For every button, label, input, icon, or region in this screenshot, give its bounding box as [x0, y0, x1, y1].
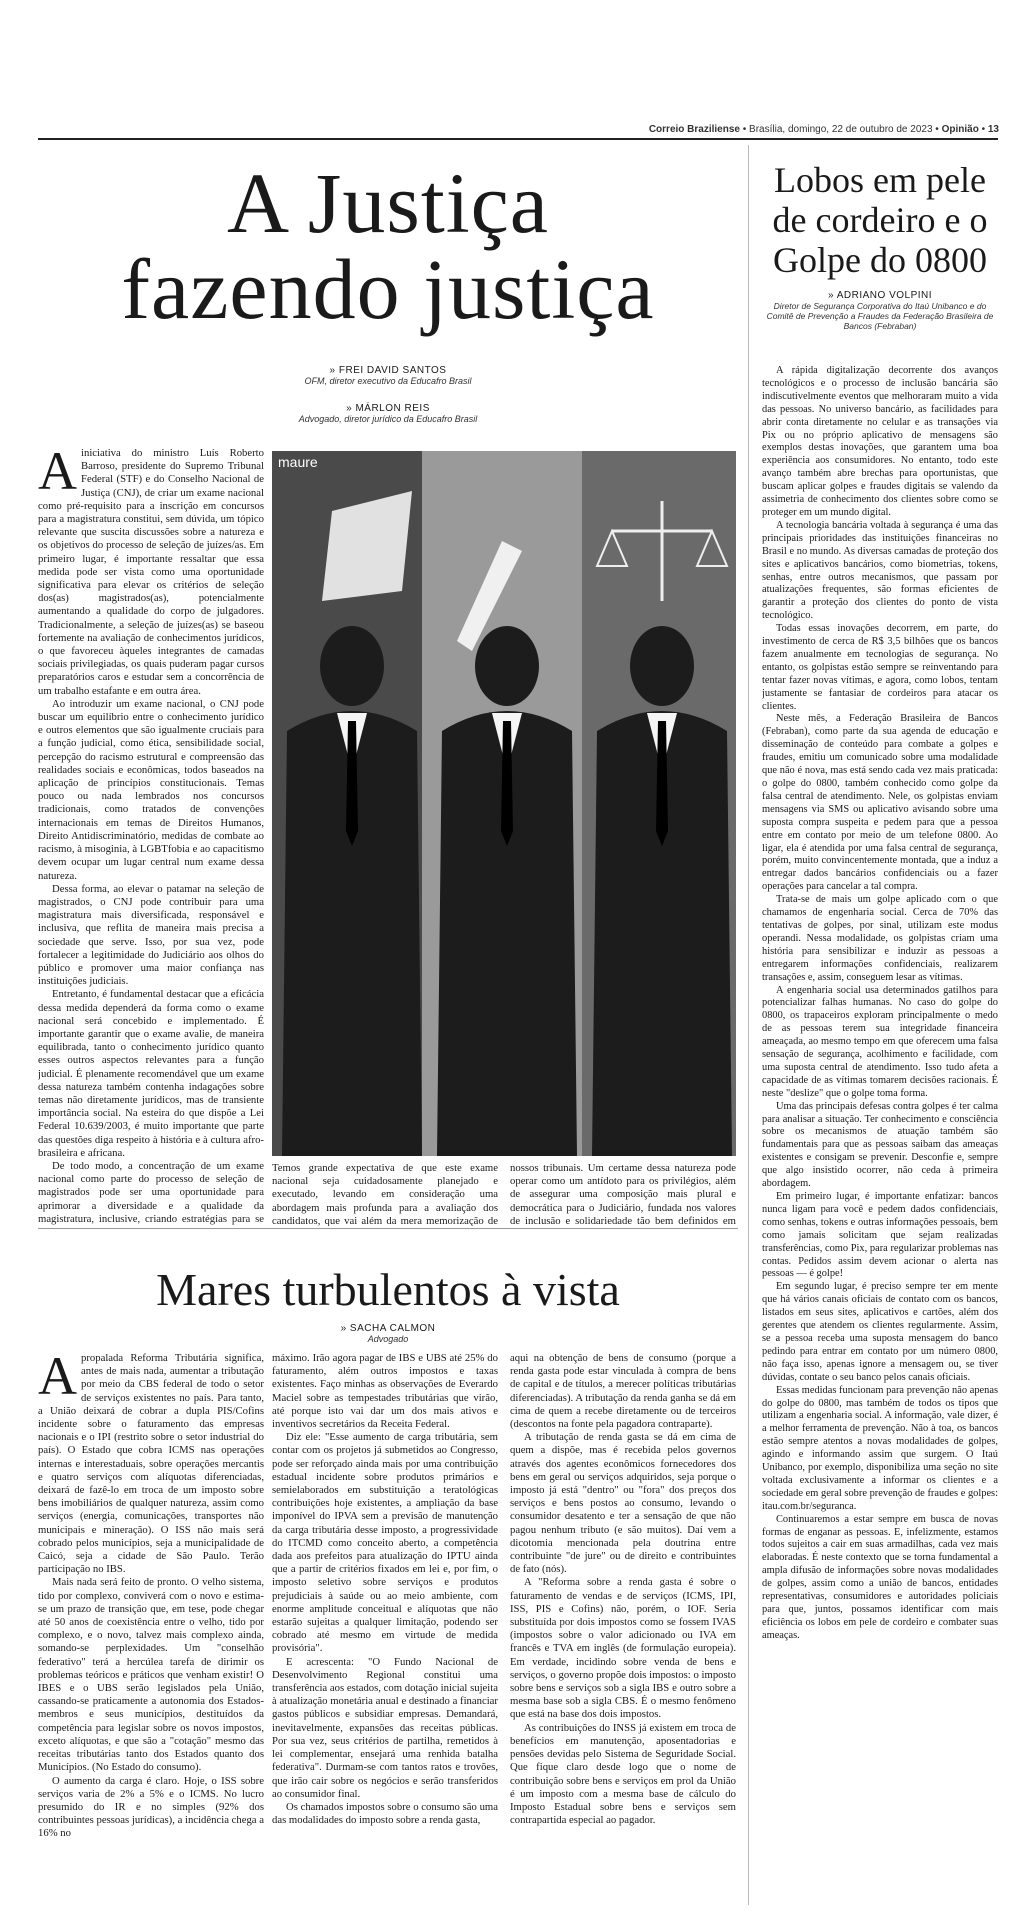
- side-article-body: [762, 365, 998, 1905]
- paragraph: Todas essas inovações decorrem, em parte, do investimento de cerca de R$ 3,5 bilhões que os bancos fazem anualmente em tecnologias de segurança. No entanto, os golpistas estão sempre se reinventando para tentar fazer novas vítimas, e agora, como lobos, tentam justamente se fantasiar de cordeiros para atacar os clientes.: [762, 623, 998, 712]
- main-headline: [38, 155, 738, 337]
- paragraph: aqui na obtenção de bens de consumo (porque a renda gasta pode estar vinculada à compra de bens de capital e de títulos, a merecer políticas tributárias diferenciadas). A tributação da renda ganha se dá em cima de quem a recebe diretamente ou de terceiros (descontos na fonte pela pagadora contraparte).: [510, 1352, 736, 1431]
- main-article-col1: [38, 447, 264, 1225]
- paragraph: A iniciativa do ministro Luís Roberto Barroso, presidente do Supremo Tribunal Federal (STF) e do Conselho Nacional de Justiça (CNJ), de criar um exame nacional como pré-requisito para a inscrição em concursos para a magistratura constitui, sem dúvida, um tópico relevante que suscita discussões sobre a natureza e os objetivos do processo de seleção de juízes/as. Em primeiro lugar, é importante ressaltar que essa medida pode ser vista como uma oportunidade significativa para elevar os critérios de seleção dos(as) magistrados(as), potencialmente aumentando a qualidade do corpo de julgadores. Tradicionalmente, a seleção de juízes(as) se baseou fortemente na avaliação de conhecimentos jurídicos, o que favoreceu àqueles integrantes de camadas sociais privilegiadas, os quais puderam pagar cursos preparatórios caros e estudar sem a concorrência de um trabalho estafante e em outra área.: [38, 447, 264, 697]
- paragraph: O aumento da carga é claro. Hoje, o ISS sobre serviços varia de 2% a 5% e o ICMS. No lucro presumido do IR e no simples (92% dos contribuintes pessoas jurídicas), a incidência chega a 16% no: [38, 1774, 264, 1840]
- paragraph: De todo modo, a concentração de um exame nacional como parte do processo de seleção de magistrados pode ser uma oportunidade para aprimorar a diversidade e a qualidade da magistratura, inclusive, criando estratégias para se: [38, 1159, 264, 1225]
- main-byline-1: [238, 365, 538, 386]
- paragraph: Neste mês, a Federação Brasileira de Bancos (Febraban), como parte da sua agenda de educação e disseminação de conteúdo para combate a golpes e fraudes, emitiu um comunicado sobre uma modalidade que não é nova, mas está sendo cada vez mais praticada: o golpe do 0800, também conhecido como golpe da falsa central de atendimento. Nele, os golpistas enviam mensagens via SMS ou aplicativo avisando sobre uma suposta compra suspeita e pedem para que a pessoa entre em contato por meio de um telefone 0800. Ao ligar, ela é atendida por uma falsa central de segurança, porém, muito convincentemente montada, que a induz a entregar dados bancários confidenciais ou a fazer operações para cancelar a tal compra.: [762, 713, 998, 893]
- paragraph: Uma das principais defesas contra golpes é ter calma para analisar a situação. Ter conhecimento e consciência sobre os mecanismos de atuação também são fundamentais para que as pessoas saibam das ameaças existentes e consigam se prevenir. Desconfie e, sempre que algo insistido ocorrer, não ceda à primeira abordagem.: [762, 1100, 998, 1190]
- paragraph: Dessa forma, ao elevar o patamar na seleção de magistrados, o CNJ pode contribuir para uma magistratura mais diversificada, responsável e inclusiva, que reflita de maneira mais precisa a sociedade que serve. Isso, por sua vez, pode fortalecer a legitimidade do Judiciário aos olhos do público e promover uma maior confiança nas instituições judiciais.: [38, 882, 264, 988]
- paragraph: Essas medidas funcionam para prevenção não apenas do golpe do 0800, mas também de todos os tipos que utilizam a engenharia social. A informação, vale dizer, é a melhor ferramenta de prevenção. Não à toa, os bancos estão sempre atentos a novas modalidades de golpes, agindo e informando assim que surgem. O Itaú Unibanco, por exemplo, disponibiliza uma seção no site voltada exclusivamente a informar os clientes e a sociedade em geral sobre prevenção de fraudes e golpes: itau.com.br/seguranca.: [762, 1384, 998, 1512]
- author-role: Advogado: [367, 1334, 409, 1344]
- paragraph: Diz ele: "Esse aumento de carga tributária, sem contar com os projetos já submetidos ao Congresso, pode ser reforçado ainda mais por uma contribuição estadual incidente sobre produtos primários e semielaborados em substituição a teratológicas contribuições hoje existentes, a ampliação da base imponível do IPVA sem a previsão de manutenção da carga tributária desse imposto, a progressividade do ITCMD como conceito aberto, a competência dada aos prefeitos para atualização do IPTU ainda que a partir de critérios fixados em lei e, por fim, o imposto seletivo sobre serviços e produtos prejudiciais à saúde ou ao meio ambiente, com enorme amplitude conceitual e alíquotas que não estarão sujeitas a qualquer limitação, podendo ser cobrado até mesmo em virtude de medida provisória".: [272, 1431, 498, 1655]
- paragraph: A engenharia social usa determinados gatilhos para potencializar falhas humanas. No caso do golpe do 0800, os trapaceiros exploram principalmente o medo de as pessoas terem sua integridade financeira ameaçada, ao mesmo tempo em que oferecem uma falsa sensação de segurança, acolhimento e facilidade, com uma suposta central de atendimento. Isso tudo afeta a capacidade de as vítimas tomarem decisões racionais. É neste "deslize" que o golpe toma forma.: [762, 984, 998, 1099]
- main-headline-line1: A Justiça: [227, 155, 549, 251]
- side-headline: Lobos em pele de cordeiro e o Golpe do 0800: [772, 160, 988, 280]
- author-role: OFM, diretor executivo da Educafro Brasil: [304, 376, 472, 386]
- page-header: Correio Braziliense • Brasília, domingo, 22 de outubro de 2023 • Opinião • 13: [648, 124, 999, 135]
- paragraph: Temos grande expectativa de que este exame nacional seja cuidadosamente planejado e executado, levando em consideração uma abordagem mais profunda para a avaliação dos candidatos, que vai além da mera memorização de: [272, 1162, 498, 1226]
- bottom-article-col1: [38, 1352, 264, 1900]
- paragraph: máximo. Irão agora pagar de IBS e UBS até 25% do faturamento, além outros impostos e taxas existentes. Faço minhas as observações de Everardo Maciel sobre as tempestades tributárias que virão, até porque isto vai dar um dos mais ativos e inventivos secretários da Receita Federal.: [272, 1352, 498, 1431]
- paragraph: Os chamados impostos sobre o consumo são uma das modalidades do imposto sobre a renda gasta,: [272, 1800, 498, 1827]
- illustrator-signature: maure: [278, 454, 318, 470]
- bottom-article-col2: [272, 1352, 498, 1900]
- paragraph: A rápida digitalização decorrente dos avanços tecnológicos e o processo de inclusão bancária são indiscutivelmente eventos que melhoraram muito a vida das pessoas. No universo bancário, as facilidades para abrir conta diretamente no celular e as transações via Pix ou no próprio aplicativo de mensagens são exemplos destas inovações, que garantem uma boa experiência aos consumidores. No entanto, todo este avanço também abre brechas para oportunistas, que buscam aplicar golpes e fraudes digitais se valendo da assimetria de conhecimento dos clientes sobre como se proteger em um mundo digital.: [762, 365, 998, 518]
- author-name: » ADRIANO VOLPINI: [827, 290, 933, 301]
- paragraph: Em primeiro lugar, é importante enfatizar: bancos nunca ligam para você e pedem dados confidenciais, como senhas, tokens e outras informações pessoais, bem como jamais solicitam que sejam realizadas transferências, como Pix, para regularizar problemas nas contas. Pedidos assim devem acionar o alerta nas pessoas — é golpe!: [762, 1191, 998, 1280]
- bottom-byline: [238, 1323, 538, 1344]
- section-name: Opinião: [941, 124, 979, 135]
- side-byline: [762, 290, 998, 331]
- paragraph: A propalada Reforma Tributária significa, antes de mais nada, aumentar a tributação por meio da CBS federal de todo o setor de serviços existentes no país. Para tanto, a União deixará de cobrar a dupla PIS/Cofins incidente sobre o faturamento das empresas nacionais e o IPI (restrito sobre o setor industrial do país). O Estado que cobra ICMS nas operações internas e interestaduais, sobre operações mercantis e quatro serviços com alíquotas diferenciadas, deixará de fazê-lo em troca de um imposto sobre bens imobiliários de qualquer natureza, assim como serviços (energia, comunicações, transportes não municipais e mineração). O ISS não mais será cobrado pelos municípios, seja a municipalidade de Caicó, seja a cidade de São Paulo. Terão participação no IBS.: [38, 1352, 264, 1576]
- main-article-col2: [272, 1162, 498, 1226]
- editorial-illustration: [272, 451, 736, 1156]
- header-rule: [38, 138, 998, 140]
- bottom-article-col3: [510, 1352, 736, 1900]
- main-article-col3: [510, 1162, 736, 1226]
- bottom-headline: Mares turbulentos à vista: [156, 1264, 620, 1315]
- paragraph: Mais nada será feito de pronto. O velho sistema, tido por complexo, conviverá com o novo e estima-se um prazo de transição que, em tese, pode chegar até 50 anos de coexistência entre o velho, tido por complexo, e o novo, talvez mais complexo ainda, somando-se perplexidades. Um "conselhão federativo" terá a hercúlea tarefa de dirimir os problemas teóricos e práticos que venham existir! O IBES e o UBS serão legislados pela União, cassando-se praticamente a autonomia dos Estados-membros e seus municípios, destituídos da competência para legislar sobre os novos impostos, exceto alíquotas, e que são a "cotação" mesmo das receitas tributárias tanto dos Estados quanto dos Municípios. (No Estado do consumo).: [38, 1576, 264, 1774]
- author-name: » FREI DAVID SANTOS: [329, 365, 447, 376]
- paragraph: Entretanto, é fundamental destacar que a eficácia dessa medida dependerá da forma como o exame nacional será concebido e implementado. É importante garantir que o exame avalie, de maneira equilibrada, tanto o conhecimento jurídico quanto esses outros aspectos relevantes para a função judicial. É plenamente recomendável que um exame dessa natureza também contenha indagações sobre temas não diretamente jurídicos, mas de transiente importância social. Na esteira do que dispõe a Lei Federal 10.639/2003, é muito importante que parte das questões diga respeito à história e à cultura afro-brasileira e africana.: [38, 988, 264, 1159]
- paragraph: A "Reforma sobre a renda gasta é sobre o faturamento de vendas e de serviços (ICMS, IPI, ISS, PIS e Cofins) não, porém, o IOF. Seria substituída por dois impostos como se fossem IVAS (impostos sobre o valor adicionado ou IVA em francês e TVA em inglês (de formulação europeia). Em verdade, incidindo sobre venda de bens e serviços, o governo propõe dois impostos: o imposto sobre bens e serviços sob a sigla IBS e outro sobre a mesma base sob a sigla CBS. É o mesmo fenômeno que está na base dos dois impostos.: [510, 1576, 736, 1721]
- paragraph: Em segundo lugar, é preciso sempre ter em mente que há vários canais oficiais de contato com os bancos, listados em seus sites, aplicativos e cartões, além dos gerentes que atendem os clientes regularmente. Assim, se a pessoa receba uma suposta mensagem do banco pedindo para entrar em contato por um número 0800, não faça isso, apenas ignore a mensagem ou, se tiver dúvidas, contate o seu banco pelos canais oficiais.: [762, 1281, 998, 1383]
- section-divider: [38, 1228, 738, 1229]
- main-byline-2: [238, 403, 538, 424]
- author-role: Advogado, diretor jurídico da Educafro Brasil: [298, 414, 478, 424]
- paragraph: As contribuições do INSS já existem em troca de benefícios em manutenção, aposentadorias e pensões devidas pelo Sistema de Seguridade Social. Que fique claro desde logo que o nome de contribuição sobre bens e serviços em prol da União é um imposto com a mesma base de cálculo do Imposto Estadual sobre bens e serviços sem contrapartida especial ao pagador.: [510, 1721, 736, 1827]
- column-divider: [748, 145, 749, 1905]
- paragraph: A tecnologia bancária voltada à segurança é uma das principais prioridades das instituições financeiras no Brasil e no mundo. As diversas camadas de proteção dos sites e aplicativos bancários, como biometrias, tokens, senhas, entre outros mecanismos, que passam por atualizações frequentes, são formas eficientes de garantir a proteção dos clientes do ponto de vista tecnológico.: [762, 519, 998, 622]
- page-number: 13: [987, 124, 999, 135]
- author-name: » SACHA CALMON: [340, 1323, 436, 1334]
- author-role: Diretor de Segurança Corporativa do Itaú Unibanco e do Comitê de Prevenção a Fraudes da Federação Brasileira de Bancos (Febraban): [766, 301, 994, 331]
- paragraph: Trata-se de mais um golpe aplicado com o que chamamos de engenharia social. Cerca de 70% das tentativas de golpes, por sinal, utilizam este modus operandi. Nessa modalidade, os golpistas criam uma história para sensibilizar e induzir as pessoas a entregarem informações confidenciais, realizarem transações e, assim, conseguem lesar as vítimas.: [762, 894, 998, 983]
- paragraph: Continuaremos a estar sempre em busca de novas formas de enganar as pessoas. E, infelizmente, estamos todos sujeitos a cair em suas armadilhas, cada vez mais elaboradas. É neste contexto que se torna fundamental a ampla difusão de informações sobre novas modalidades de golpes, assim como a união de bancos, entidades representativas, consumidores e autoridades policiais para que, juntos, possamos identificar com mais eficiência os lobos em pele de cordeiro e combater suas ameaças.: [762, 1513, 998, 1641]
- paragraph: nossos tribunais. Um certame dessa natureza pode operar como um antídoto para os privilégios, além de assegurar uma composição mais plural e democrática para o Judiciário, fundada nos valores de inclusão e solidariedade tão bem definidos em: [510, 1162, 736, 1226]
- paragraph: A tributação de renda gasta se dá em cima de quem a dispõe, mas é recebida pelos governos através dos agentes econômicos fornecedores dos bens em geral ou serviços adquiridos, seja porque o imposto já está "dentro" ou "fora" dos preços dos serviços e bens postos ao consumo, levando o consumidor desatento e ter a sensação de que não pagou nenhum tributo (e são muitos). Daí vem a dicotomia mencionada pela doutrina entre contribuinte "de jure" ou de direito e contribuintes de fato (nós).: [510, 1431, 736, 1576]
- paragraph: E acrescenta: "O Fundo Nacional de Desenvolvimento Regional constitui uma transferência aos estados, com dotação inicial sujeita à atualização monetária anual e destinado a financiar gastos públicos e subsidiar empresas. Demandará, inevitavelmente, expansões das receitas públicas. Por sua vez, seus critérios de partilha, remetidos à lei complementar, ensejará uma renhida batalha federativa". Durmam-se com tantos ratos e trovões, que irão cair sobre os negócios e serão transferidos ao consumidor final.: [272, 1655, 498, 1800]
- illustration-graphic: [272, 451, 736, 1156]
- location-date: Brasília, domingo, 22 de outubro de 2023: [749, 124, 933, 135]
- paragraph: Ao introduzir um exame nacional, o CNJ pode buscar um equilíbrio entre o conhecimento jurídico e outros elementos que são igualmente cruciais para a função judicial, como ética, sensibilidade social, percepção do racismo estrutural e compreensão das realidades sociais e econômicas, todos baseados na aplicação de princípios constitucionais. Temas pouco ou nada lembrados nos concursos tradicionais, como tratados de convenções internacionais em temas de Direitos Humanos, Direito Antidiscriminatório, medidas de combate ao racismo, à misoginia, à LGBTfobia e ao capacitismo devem ocupar um lugar central num exame dessa natureza.: [38, 697, 264, 882]
- newspaper-name: Correio Braziliense: [648, 124, 740, 135]
- author-name: » MÁRLON REIS: [346, 403, 430, 414]
- main-headline-line2: fazendo justiça: [121, 241, 655, 337]
